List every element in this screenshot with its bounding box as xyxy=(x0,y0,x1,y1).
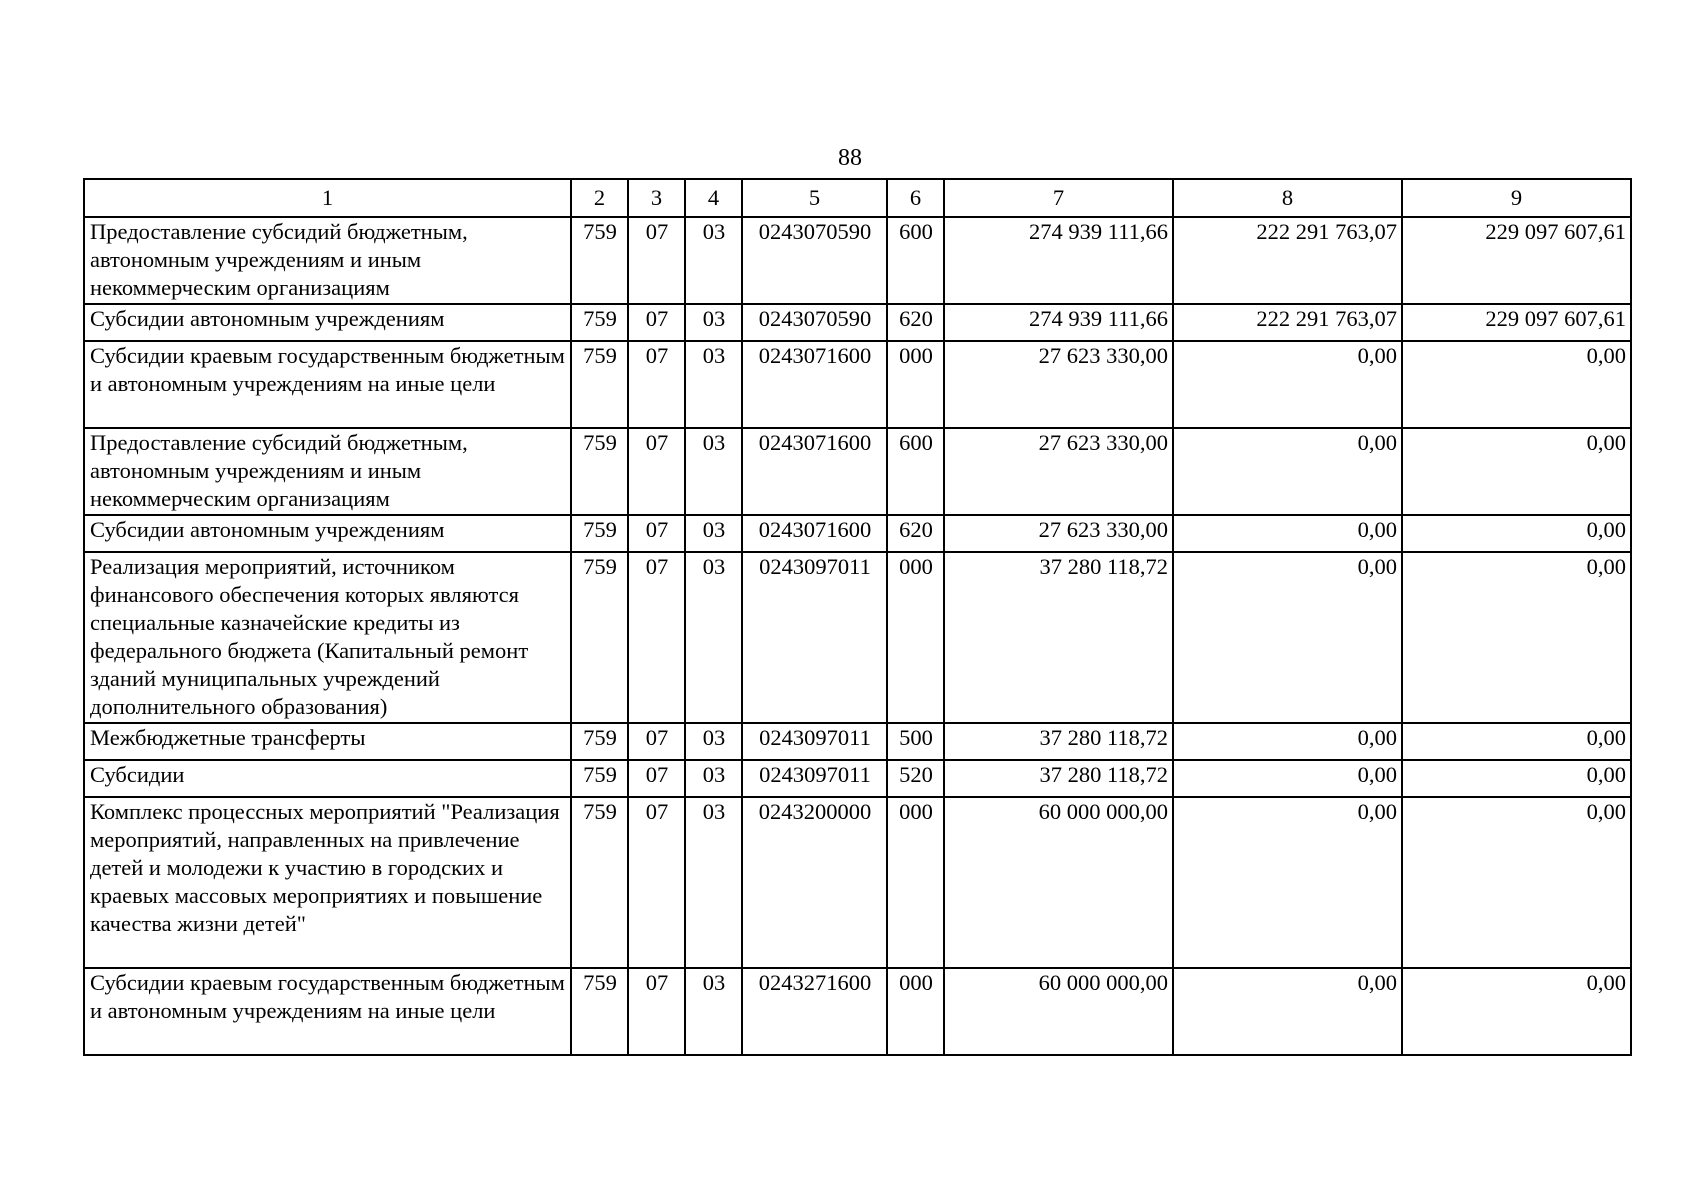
row-name: Реализация мероприятий, источником финансового обеспечения которых являются специальные казначейские кредиты из федерального бюджета (Капитальный ремонт зданий муниципальных учреждений дополнительного образования) xyxy=(84,552,571,723)
cell-code-4: 03 xyxy=(685,217,742,304)
header-cell: 2 xyxy=(571,179,628,217)
cell-amount-7: 27 623 330,00 xyxy=(944,428,1173,515)
header-cell: 8 xyxy=(1173,179,1402,217)
cell-code-3: 07 xyxy=(628,341,685,428)
row-name: Предоставление субсидий бюджетным, автономным учреждениям и иным некоммерческим организациям xyxy=(84,428,571,515)
cell-code-6: 600 xyxy=(887,428,944,515)
header-cell: 6 xyxy=(887,179,944,217)
cell-amount-8: 0,00 xyxy=(1173,797,1402,968)
row-name: Межбюджетные трансферты xyxy=(84,723,571,760)
cell-code-4: 03 xyxy=(685,968,742,1055)
cell-amount-8: 0,00 xyxy=(1173,515,1402,552)
row-name: Субсидии краевым государственным бюджетным и автономным учреждениям на иные цели xyxy=(84,341,571,428)
cell-amount-9: 0,00 xyxy=(1402,515,1631,552)
cell-code-2: 759 xyxy=(571,723,628,760)
table-row xyxy=(84,515,1631,552)
cell-code-2: 759 xyxy=(571,217,628,304)
cell-code-6: 000 xyxy=(887,341,944,428)
cell-code-3: 07 xyxy=(628,304,685,341)
cell-code-6: 500 xyxy=(887,723,944,760)
cell-code-5: 0243070590 xyxy=(742,304,887,341)
cell-amount-8: 0,00 xyxy=(1173,723,1402,760)
cell-amount-8: 222 291 763,07 xyxy=(1173,304,1402,341)
row-name: Субсидии xyxy=(84,760,571,797)
row-name: Предоставление субсидий бюджетным, автономным учреждениям и иным некоммерческим организациям xyxy=(84,217,571,304)
cell-code-6: 000 xyxy=(887,552,944,723)
header-cell: 9 xyxy=(1402,179,1631,217)
cell-code-3: 07 xyxy=(628,217,685,304)
table-row xyxy=(84,760,1631,797)
table-row xyxy=(84,723,1631,760)
cell-code-2: 759 xyxy=(571,797,628,968)
cell-code-3: 07 xyxy=(628,760,685,797)
cell-amount-9: 0,00 xyxy=(1402,797,1631,968)
cell-code-2: 759 xyxy=(571,552,628,723)
cell-amount-9: 229 097 607,61 xyxy=(1402,304,1631,341)
cell-code-6: 000 xyxy=(887,968,944,1055)
page-number: 88 xyxy=(838,145,862,171)
header-cell: 1 xyxy=(84,179,571,217)
cell-code-4: 03 xyxy=(685,760,742,797)
table-row xyxy=(84,428,1631,515)
cell-amount-7: 37 280 118,72 xyxy=(944,760,1173,797)
table-row xyxy=(84,304,1631,341)
cell-code-6: 620 xyxy=(887,515,944,552)
header-cell: 4 xyxy=(685,179,742,217)
cell-code-5: 0243071600 xyxy=(742,515,887,552)
cell-amount-7: 37 280 118,72 xyxy=(944,723,1173,760)
cell-amount-7: 27 623 330,00 xyxy=(944,515,1173,552)
cell-amount-7: 60 000 000,00 xyxy=(944,797,1173,968)
cell-code-5: 0243097011 xyxy=(742,760,887,797)
cell-amount-9: 0,00 xyxy=(1402,968,1631,1055)
budget-table xyxy=(83,178,1632,1056)
cell-code-4: 03 xyxy=(685,428,742,515)
cell-amount-8: 0,00 xyxy=(1173,552,1402,723)
cell-code-4: 03 xyxy=(685,515,742,552)
table-row xyxy=(84,552,1631,723)
cell-code-4: 03 xyxy=(685,723,742,760)
table-row xyxy=(84,217,1631,304)
cell-code-6: 620 xyxy=(887,304,944,341)
cell-code-5: 0243070590 xyxy=(742,217,887,304)
cell-code-6: 000 xyxy=(887,797,944,968)
cell-code-2: 759 xyxy=(571,428,628,515)
cell-amount-9: 0,00 xyxy=(1402,428,1631,515)
cell-code-2: 759 xyxy=(571,341,628,428)
cell-code-2: 759 xyxy=(571,760,628,797)
cell-code-2: 759 xyxy=(571,968,628,1055)
cell-amount-9: 0,00 xyxy=(1402,760,1631,797)
cell-amount-8: 0,00 xyxy=(1173,760,1402,797)
cell-code-5: 0243071600 xyxy=(742,428,887,515)
cell-amount-7: 60 000 000,00 xyxy=(944,968,1173,1055)
cell-code-3: 07 xyxy=(628,428,685,515)
cell-amount-7: 274 939 111,66 xyxy=(944,304,1173,341)
cell-amount-8: 0,00 xyxy=(1173,428,1402,515)
header-cell: 7 xyxy=(944,179,1173,217)
cell-code-3: 07 xyxy=(628,968,685,1055)
cell-amount-9: 0,00 xyxy=(1402,723,1631,760)
cell-code-5: 0243071600 xyxy=(742,341,887,428)
cell-amount-9: 0,00 xyxy=(1402,341,1631,428)
cell-code-4: 03 xyxy=(685,304,742,341)
cell-code-6: 520 xyxy=(887,760,944,797)
cell-code-6: 600 xyxy=(887,217,944,304)
row-name: Субсидии автономным учреждениям xyxy=(84,515,571,552)
cell-code-5: 0243200000 xyxy=(742,797,887,968)
cell-code-4: 03 xyxy=(685,552,742,723)
cell-amount-9: 229 097 607,61 xyxy=(1402,217,1631,304)
cell-amount-8: 222 291 763,07 xyxy=(1173,217,1402,304)
cell-amount-8: 0,00 xyxy=(1173,968,1402,1055)
row-name: Субсидии краевым государственным бюджетным и автономным учреждениям на иные цели xyxy=(84,968,571,1055)
cell-code-3: 07 xyxy=(628,515,685,552)
row-name: Субсидии автономным учреждениям xyxy=(84,304,571,341)
cell-amount-9: 0,00 xyxy=(1402,552,1631,723)
cell-amount-8: 0,00 xyxy=(1173,341,1402,428)
cell-code-4: 03 xyxy=(685,797,742,968)
cell-code-3: 07 xyxy=(628,797,685,968)
table-row xyxy=(84,797,1631,968)
cell-code-5: 0243097011 xyxy=(742,723,887,760)
table-row xyxy=(84,968,1631,1055)
cell-code-5: 0243271600 xyxy=(742,968,887,1055)
table-row xyxy=(84,341,1631,428)
cell-amount-7: 274 939 111,66 xyxy=(944,217,1173,304)
header-row xyxy=(84,179,1631,217)
header-cell: 5 xyxy=(742,179,887,217)
cell-code-3: 07 xyxy=(628,723,685,760)
cell-code-3: 07 xyxy=(628,552,685,723)
header-cell: 3 xyxy=(628,179,685,217)
cell-amount-7: 27 623 330,00 xyxy=(944,341,1173,428)
cell-amount-7: 37 280 118,72 xyxy=(944,552,1173,723)
row-name: Комплекс процессных мероприятий "Реализация мероприятий, направленных на привлечение детей и молодежи к участию в городских и краевых массовых мероприятиях и повышение качества жизни детей" xyxy=(84,797,571,968)
cell-code-4: 03 xyxy=(685,341,742,428)
cell-code-5: 0243097011 xyxy=(742,552,887,723)
cell-code-2: 759 xyxy=(571,304,628,341)
cell-code-2: 759 xyxy=(571,515,628,552)
